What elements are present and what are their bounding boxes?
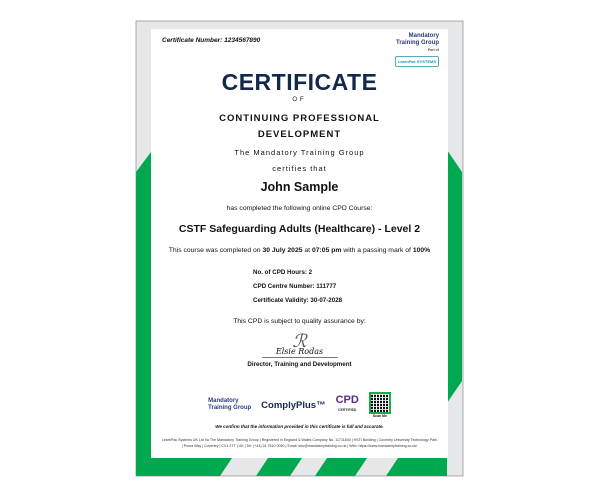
certifies-label: certifies that [272, 164, 327, 173]
qr-label: Scan Me [372, 414, 387, 418]
certificate-number: Certificate Number: 1234567890 [162, 37, 261, 44]
certificate-validity: Certificate Validity: 30-07-2028 [253, 297, 343, 304]
completion-date: 30 July 2025 [262, 247, 303, 254]
course-name: CSTF Safeguarding Adults (Healthcare) - Level 2 [178, 223, 421, 235]
logo-text: Training Group [396, 40, 439, 46]
complyplus-logo: ComplyPlus™ [261, 399, 326, 411]
quality-assurance-note: This CPD is subject to quality assurance by: [233, 318, 366, 325]
subtitle-line1: CONTINUING PROFESSIONAL [219, 113, 380, 124]
of-label: OF [292, 97, 307, 103]
confirmation-statement: We confirm that the information provided in this certificate is full and accurate. [215, 424, 384, 429]
recipient-name: John Sample [260, 180, 339, 194]
signatory-name: Elsie Rodas [275, 347, 324, 356]
cpd-certified-logo [336, 395, 359, 415]
signature-line [262, 357, 338, 358]
left-green-stripe [136, 152, 151, 476]
completion-statement [151, 247, 448, 254]
completed-intro: has completed the following online CPD Course: [226, 205, 373, 212]
text: at [302, 247, 312, 254]
subtitle-line2: DEVELOPMENT [257, 129, 342, 140]
cpd-sub: CERTIFIED [337, 408, 357, 412]
certificate-sheet [151, 29, 448, 458]
right-green-stripe [447, 150, 462, 403]
learnpac-logo: LearnPac SYSTEMS [395, 56, 439, 67]
certificate-title: CERTIFICATE [221, 69, 378, 95]
part-of-label: Part of [427, 48, 439, 52]
cpd-hours: No. of CPD Hours: 2 [253, 269, 313, 276]
logo-text: Mandatory [208, 398, 239, 404]
cpd-centre-number: CPD Centre Number: 111777 [253, 283, 337, 290]
logo-text: Mandatory [408, 33, 439, 39]
footer-logos [151, 392, 448, 418]
qr-code-icon[interactable] [369, 392, 391, 414]
signatory-role: Director, Training and Development [247, 361, 352, 368]
cpd-text: CPD [335, 394, 359, 406]
bottom-stripe [136, 458, 232, 476]
signature-icon: ℛ [292, 331, 307, 352]
mandatory-training-logo [389, 33, 439, 67]
text: This course was completed on [168, 247, 263, 254]
mandatory-training-logo [208, 398, 251, 412]
passing-mark: 100% [412, 247, 431, 254]
issuer: The Mandatory Training Group [234, 148, 365, 157]
logo-text: Training Group [208, 405, 252, 411]
completion-time: 07:05 pm [311, 247, 342, 254]
text: with a passing mark of [341, 247, 413, 254]
footer-company-info: LearnPac Systems UK Ltd t/a The Mandatory Training Group | Registered in England & Wales Company No. 11711840 | HSTI Building | Coventry University Technology Park | Puma Way | Coventry | CV1 2TT | UK | Tel: (+44) 24 7610 0090 | Email: info@mandatorytraining.co.uk | Web: https://www.mandatorytraining.co.uk/ [161, 438, 438, 448]
